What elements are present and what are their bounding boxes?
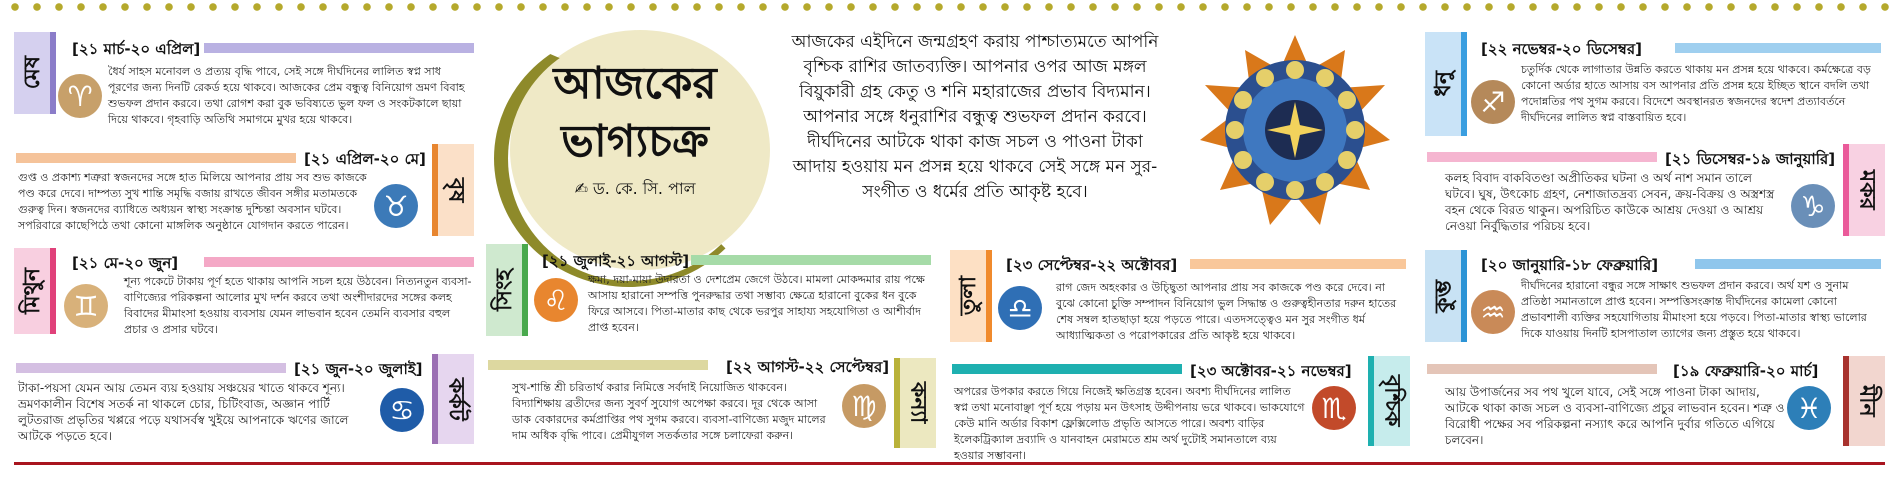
virgo-icon: ♍	[842, 384, 886, 428]
libra-icon: ♎	[998, 286, 1042, 330]
text-mithun: শূন্য পকেটে টাকায় পূর্ণ হতে থাকায় আপনি সচল হয়ে উঠবেন। নিত্যনতুন ব্যবসা-বাণিজ্যের পরিকল্পনা আলোর মুখ দর্শন করবে তথা অংশীদারদের সঙ্গের কলহ বিবাদের মীমাংসা হওয়ায় ব্যবসায় যেমন লাভবান হবেন তেমনি ব্যবসার বহুল প্রচার ও প্রসার ঘটবে।	[124, 275, 472, 336]
date-brish: [২১ এপ্রিল-২০ মে]	[304, 150, 426, 168]
card-singha	[486, 244, 936, 344]
text-karkat: টাকা-পয়সা যেমন আয় তেমন ব্যয় হওয়ায় সঞ্চয়ের খাতে থাকবে শূন্য। ভ্রমণকালীন বিশেষ সতর্ক না থাকলে চোর, চিটিংবাজ, অজ্ঞান পার্টি লুটতরাজ প্রভৃতির খপ্পরে পড়ে যথাসর্বস্ব খুইয়ে আপনাকে ঋণের জালে আটকে পড়তে হবে।	[18, 381, 349, 443]
bar-mithun	[204, 257, 474, 267]
card-brish	[14, 144, 474, 244]
today-birthday-text: আজকের এইদিনে জন্মগ্রহণ করায় পাশ্চাত্যমতে আপনি বৃশ্চিক রাশির জাতব্যক্তি। আপনার ওপর আজ মঙ্গল বিয়ুকারী গ্রহ কেতু ও শনি মহারাজের প্রভাব বিদ্যমান। আপনার সঙ্গে ধনুরাশির বন্ধুত্ব শুভফল প্রদান করবে। দীর্ঘদিনের আটকে থাকা কাজ সচল ও পাওনা টাকা আদায় হওয়ায় মন প্রসন্ন হয়ে থাকবে সেই সঙ্গে মন সুর-সংগীত ও ধর্মের প্রতি আকৃষ্ট হবে।	[791, 32, 1159, 202]
text-makar: কলহ বিবাদ বাকবিতণ্ডা অপ্রীতিকর ঘটনা ও অর্থ নাশ সমান তালে ঘটবে। ঘুষ, উৎকোচ গ্রহণ, নেশাজাতদ্রব্য সেবন, ক্রয়-বিক্রয় ও অস্ত্রশস্ত্র বহন থেকে বিরত থাকুন। অপরিচিত কাউকে আশ্রয় দেওয়া ও আশ্রয় নেওয়া নির্বুদ্ধিতার পরিচয় হবে।	[1445, 171, 1775, 233]
bottom-rule	[14, 462, 1885, 465]
tab-kumbha: কুম্ভ	[1425, 250, 1467, 342]
tab-karkat: কর্কট	[432, 354, 474, 444]
text-mesh: ধৈর্য সাহস মনোবল ও প্রত্যয় বৃদ্ধি পাবে, সেই সঙ্গে দীর্ঘদিনের লালিত স্বপ্ন সাধ পূরণের জন্য দিনটি রেকর্ড হয়ে থাকবে। আজকের প্রেম বন্ধুত্ব বিনিয়োগ ভ্রমণ বিবাহ শুভফল প্রদান করবে। তথা রোগশ করা বুক ভবিষ্যতে ভুল ফল ও সংকটকালে ছায়া দিয়ে থাকবে। গৃহবাড়ি অতিথি সমাগমে মুখর হয়ে থাকবে।	[108, 65, 465, 126]
bar-brishchik	[952, 364, 1182, 374]
date-makar: [২১ ডিসেম্বর-১৯ জানুয়ারি]	[1665, 150, 1836, 168]
card-karkat	[14, 354, 474, 454]
date-karkat: [২১ জুন-২০ জুলাই]	[294, 360, 423, 378]
page-title-line2: ভাগ্যচক্র	[561, 116, 709, 167]
date-dhanu: [২২ নভেম্বর-২০ ডিসেম্বর]	[1481, 40, 1642, 58]
tab-brishchik: বৃশ্চিক	[1368, 356, 1410, 446]
sagittarius-icon: ♐	[1471, 80, 1515, 124]
scorpio-icon: ♏	[1312, 386, 1356, 430]
card-kanya	[486, 352, 936, 452]
date-kumbha: [২০ জানুয়ারি-১৮ ফেব্রুয়ারি]	[1481, 256, 1659, 274]
bar-kanya	[488, 360, 708, 370]
pisces-icon: ♓	[1787, 386, 1831, 430]
bar-singha	[691, 255, 931, 265]
bar-tula	[1190, 259, 1406, 269]
text-meen: আয় উপার্জনের সব পথ খুলে যাবে, সেই সঙ্গে পাওনা টাকা আদায়, আটকে থাকা কাজ সচল ও ব্যবসা-বাণিজ্যে প্রচুর লাভবান হবেন। শত্রু ও বিরোধী পক্ষের সব পরিকল্পনা নস্যাৎ করে আপনি দুর্বার গতিতে এগিয়ে চলবেন।	[1445, 385, 1785, 447]
card-kumbha	[1425, 250, 1885, 350]
tab-mesh: মেষ	[14, 32, 56, 114]
capricorn-icon: ♑	[1791, 184, 1835, 228]
tab-brish: বৃষ	[432, 144, 474, 236]
bar-makar	[1427, 152, 1657, 162]
date-kanya: [২২ আগস্ট-২২ সেপ্টেম্বর]	[726, 358, 890, 376]
tab-kanya: কন্যা	[894, 358, 936, 448]
card-mesh	[14, 32, 474, 142]
dotted-border	[0, 0, 1899, 14]
bar-brish	[16, 153, 296, 163]
bar-kumbha	[1695, 259, 1881, 269]
card-makar	[1425, 144, 1885, 244]
date-mithun: [২১ মে-২০ জুন]	[72, 254, 179, 272]
card-brishchik	[950, 356, 1410, 462]
text-kanya: সুখ-শান্তি শ্রী চরিতার্থ করার নিমিত্তে সর্বদাই নিয়োজিত থাকবেন। বিদ্যাশিক্ষায় ব্রতীদের জন্য সুবর্ণ সুযোগ অপেক্ষা করবে। দূর থেকে আসা ডাক বেকারদের কর্মপ্রাপ্তির পথ সুগম করবে। ব্যবসা-বাণিজ্যে মজুদ মালের দাম অধিক বৃদ্ধি পাবে। প্রেমীযুগল সতর্কতার সঙ্গে চলাফেরা করুন।	[512, 381, 826, 442]
page-title-line1: আজকের	[553, 58, 717, 109]
card-dhanu	[1425, 32, 1885, 142]
tab-dhanu: ধনু	[1425, 32, 1467, 136]
card-meen	[1425, 356, 1885, 456]
text-brishchik: অপরের উপকার করতে গিয়ে নিজেই ক্ষতিগ্রস্ত হবেন। অবশ্য দীর্ঘদিনের লালিত স্বপ্ন তথা মনোবাঞ্ছা পূর্ণ হয়ে পড়ায় মন উৎসাহ উদ্দীপনায় ভরে থাকবে। ভাকযোগে কেউ মানি অর্ডার বিকাশ ফ্লেক্সিলোড প্রভৃতি আসতে পারে। অবশ্য বাড়ির ইলেকট্রিক্যাল দ্রব্যাদি ও যানবাহন মেরামতে শ্রম অর্থ দুটোই সমানতালে ব্যয় হওয়ার সম্ভাবনা।	[954, 385, 1305, 462]
taurus-icon: ♉	[374, 184, 418, 228]
bar-karkat	[16, 363, 286, 373]
leo-icon: ♌	[534, 278, 578, 322]
cancer-icon: ♋	[380, 388, 424, 432]
bar-dhanu	[1675, 43, 1881, 53]
author-byline: ✍ ড. কে. সি. পাল	[574, 179, 696, 198]
tab-singha: সিংহ	[486, 244, 528, 336]
bar-meen	[1427, 364, 1657, 374]
date-singha: [২১ জুলাই-২১ আগস্ট]	[542, 252, 690, 270]
bar-mesh	[204, 43, 474, 53]
tab-mithun: মিথুন	[14, 248, 56, 334]
card-tula	[950, 250, 1410, 350]
text-dhanu: চতুর্দিক থেকে লাগাতার উন্নতি করতে থাকায় মন প্রসন্ন হয়ে থাকবে। কর্মক্ষেত্রে বড় কোনো অর্ডার হাতে আসায় বস আপনার প্রতি প্রসন্ন হয়ে ইচ্ছিত স্থানে বদলি তথা পদোন্নতির পথ সুগম করবে। বিদেশে অবস্থানরত স্বজনদের স্বদেশ প্রত্যাবর্তনে দীর্ঘদিনের লালিত স্বপ্ন বাস্তবায়িত হবে।	[1521, 63, 1871, 124]
text-singha: ক্ষমা, দয়া-মায়া উদারতা ও দেশপ্রেম জেগে উঠবে। মামলা মোকদ্দমার রায় পক্ষে আসায় হারানো সম্পত্তি পুনরুদ্ধার তথা সম্ভাব্য ক্ষেত্রে হারানো বুকের ধন বুকে ফিরে আসবে। পিতা-মাতার কাছ থেকে ভরপুর সাহায্য সহযোগিতা ও আশীর্বাদ প্রাপ্ত হবেন।	[588, 273, 925, 334]
date-tula: [২৩ সেপ্টেম্বর-২২ অক্টোবর]	[1006, 256, 1178, 274]
tab-tula: তুলা	[950, 250, 992, 342]
card-mithun	[14, 248, 474, 348]
aries-icon: ♈	[58, 74, 102, 118]
text-brish: গুপ্ত ও প্রকাশ্য শত্রুরা স্বজনদের সঙ্গে হাত মিলিয়ে আপনার প্রায় সব শুভ কাজকে পণ্ড করে দেবে। দাম্পত্য সুখ শান্তি সমৃদ্ধি বজায় রাখতে জীবন সঙ্গীর মতামতকে গুরুত্ব দিন। স্বজনদের ব্যাধিতে অধ্যয়ন স্বাস্থ্য সংক্রান্ত দুশ্চিন্তা অবসান ঘটবে। সপরিবারে কাছেপিঠে তথা কোনো মাঙ্গলিক অনুষ্ঠানে যোগদান করতে পারেন।	[18, 171, 367, 232]
tab-makar: মকর	[1843, 144, 1885, 236]
text-kumbha: দীর্ঘদিনের হারানো বন্ধুর সঙ্গে সাক্ষাৎ শুভফল প্রদান করবে। অর্থ যশ ও সুনাম প্রতিষ্ঠা সমানতালে প্রাপ্ত হবেন। সম্পত্তিসংক্রান্ত দীর্ঘদিনের কামেলা কোনো প্রভাবশালী ব্যক্তির সহযোগিতায় মীমাংসা হয়ে পড়বে। পিতা-মাতার স্বাস্থ্য ভালোর দিকে যাওয়ায় দিনটি হাসপাতাল ত্যাগের জন্য প্রস্তুত হয়ে থাকবে।	[1521, 279, 1867, 340]
tab-meen: মীন	[1843, 356, 1885, 446]
zodiac-wheel-icon	[1195, 30, 1395, 230]
text-tula: রাগ জেদ অহংকার ও উচ্ছ্বিতা আপনার প্রায় সব কাজকে পণ্ড করে দেবে। না বুঝে কোনো চুক্তি সম্পাদন বিনিয়োগ ভুল সিদ্ধান্ত ও গুরুত্বহীনতার দরুন হাতের শেষ সম্বল হাতছাড়া হয়ে পড়তে পারে। এতদসত্ত্বেও মন সুর সংগীত ধর্ম আধ্যাত্মিকতা ও পরোপকারের প্রতি আকৃষ্ট হয়ে থাকবে।	[1056, 281, 1397, 342]
date-mesh: [২১ মার্চ-২০ এপ্রিল]	[72, 40, 201, 58]
gemini-icon: ♊	[64, 284, 108, 328]
date-brishchik: [২৩ অক্টোবর-২১ নভেম্বর]	[1190, 362, 1352, 380]
aquarius-icon: ♒	[1471, 290, 1515, 334]
date-meen: [১৯ ফেব্রুয়ারি-২০ মার্চ]	[1673, 362, 1819, 380]
